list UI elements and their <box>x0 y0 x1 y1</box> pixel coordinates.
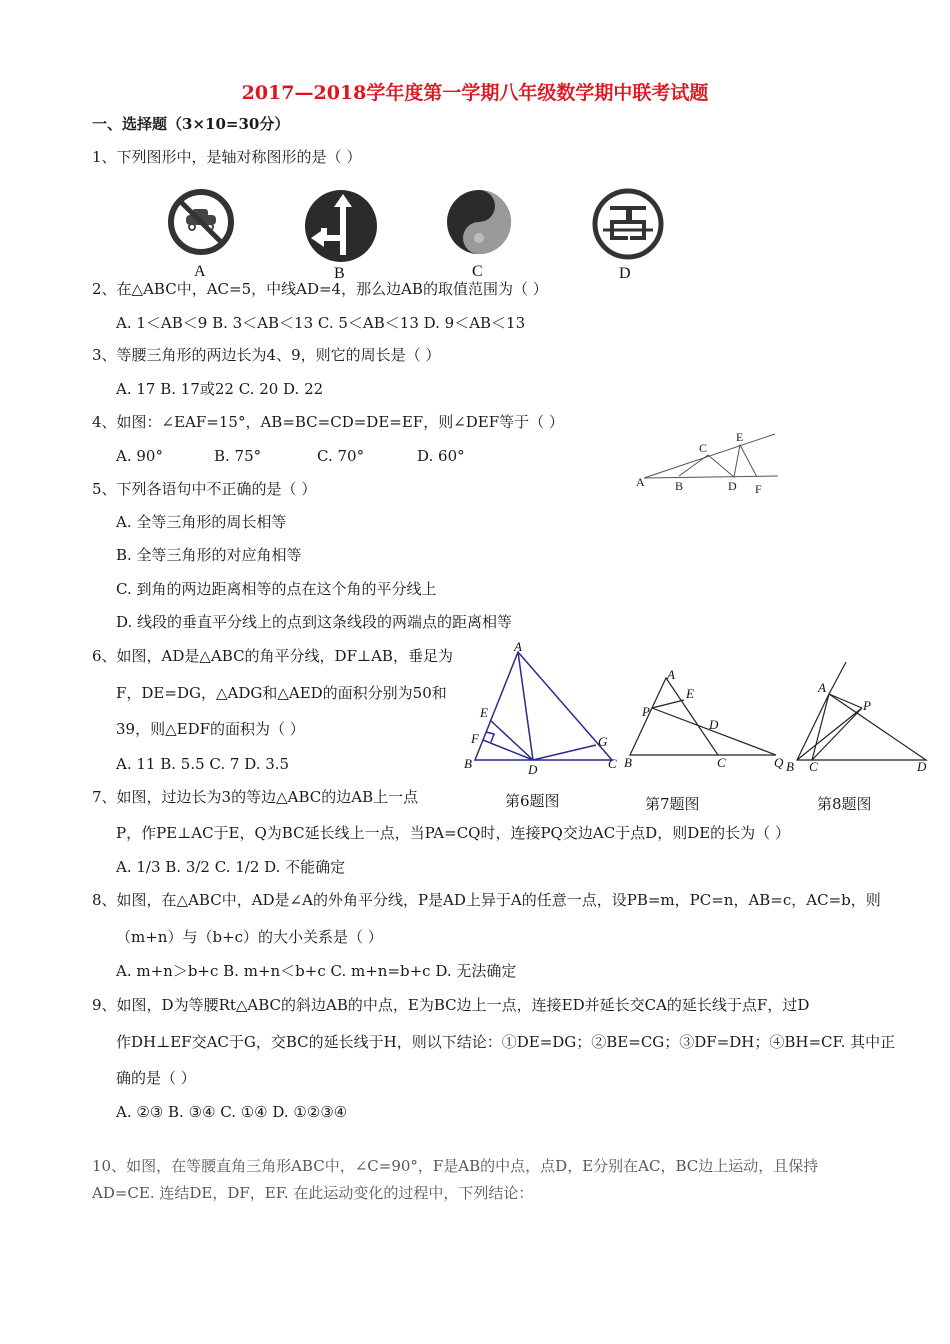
fig8-pt-d: D <box>917 759 927 774</box>
q1-label-c: C <box>472 263 483 280</box>
q4-pt-c: C <box>699 441 708 455</box>
q1-label-d: D <box>619 265 631 282</box>
fig7-pt-a: A <box>667 667 675 682</box>
fig8-pt-c: C <box>809 759 818 774</box>
q4-option-b: B. 75° <box>214 447 262 465</box>
fig7-pt-e: E <box>686 686 694 701</box>
q5-stem: 5、下列各语句中不正确的是（ ） <box>92 480 317 498</box>
fig7-pt-q: Q <box>774 755 784 770</box>
q7-line1: 7、如图，过边长为3的等边△ABC的边AB上一点 <box>92 788 419 806</box>
q3-options: A. 17 B. 17或22 C. 20 D. 22 <box>116 380 324 398</box>
q4-stem: 4、如图：∠EAF=15°，AB=BC=CD=DE=EF，则∠DEF等于（ ） <box>92 413 564 431</box>
q10-line1: 10、如图，在等腰直角三角形ABC中，∠C=90°，F是AB的中点，点D，E分别在AC，BC边上运动，且保持 <box>92 1157 819 1175</box>
q9-options: A. ②③ B. ③④ C. ①④ D. ①②③④ <box>116 1103 348 1121</box>
fig8-pt-b: B <box>786 759 794 774</box>
q6-line1: 6、如图，AD是△ABC的角平分线，DF⊥AB，垂足为 <box>92 647 453 665</box>
q1-label-a: A <box>194 263 206 280</box>
q9-line1: 9、如图，D为等腰Rt△ABC的斜边AB的中点，E为BC边上一点，连接ED并延长交CA的延长线于点F，过D <box>92 996 810 1014</box>
fig7-caption: 第7题图 <box>645 795 700 813</box>
fig8-pt-p: P <box>863 698 871 713</box>
q6-line3: 39，则△EDF的面积为（ ） <box>116 720 305 738</box>
q6-options: A. 11 B. 5.5 C. 7 D. 3.5 <box>116 755 290 773</box>
section-heading: 一、选择题（3×10=30分） <box>92 115 290 133</box>
q5-option-b: B. 全等三角形的对应角相等 <box>116 546 302 564</box>
q5-option-c: C. 到角的两边距离相等的点在这个角的平分线上 <box>116 580 437 598</box>
fig8-pt-a: A <box>818 680 826 695</box>
fig6-pt-d: D <box>528 762 538 777</box>
q4-pt-b: B <box>675 479 684 493</box>
fig6-pt-g: G <box>598 734 608 749</box>
fig6-caption: 第6题图 <box>505 792 560 810</box>
q1-label-b: B <box>334 265 345 282</box>
fig6-pt-e: E <box>480 705 488 720</box>
q4-pt-d: D <box>728 479 737 493</box>
q1-stem: 1、下列图形中，是轴对称图形的是（ ） <box>92 148 362 166</box>
q2-options: A. 1＜AB＜9 B. 3＜AB＜13 C. 5＜AB＜13 D. 9＜AB＜13 <box>116 314 526 332</box>
fig6-pt-c: C <box>608 756 617 771</box>
fig7-pt-b: B <box>624 755 632 770</box>
q9-line3: 确的是（ ） <box>116 1069 196 1087</box>
q7-options: A. 1/3 B. 3/2 C. 1/2 D. 不能确定 <box>116 858 346 876</box>
q10-line2: AD=CE. 连结DE，DF，EF. 在此运动变化的过程中，下列结论： <box>92 1184 534 1202</box>
fig6-pt-a: A <box>514 639 522 654</box>
q7-line2: P，作PE⊥AC于E，Q为BC延长线上一点，当PA=CQ时，连接PQ交边AC于点D，则DE的长为（ ） <box>116 824 790 842</box>
q8-line2: （m+n）与（b+c）的大小关系是（ ） <box>116 928 383 946</box>
fig8-caption: 第8题图 <box>817 795 872 813</box>
fig7-pt-d: D <box>709 717 719 732</box>
q4-pt-f: F <box>755 482 762 496</box>
q2-stem: 2、在△ABC中，AC=5，中线AD=4，那么边AB的取值范围为（ ） <box>92 280 548 298</box>
q9-line2: 作DH⊥EF交AC于G，交BC的延长线于H，则以下结论：①DE=DG；②BE=CG；③DF=DH；④BH=CF. 其中正 <box>116 1033 896 1051</box>
q6-line2: F，DE=DG，△ADG和△AED的面积分别为50和 <box>116 684 447 702</box>
fig6-pt-f: F <box>471 731 479 746</box>
q3-stem: 3、等腰三角形的两边长为4、9，则它的周长是（ ） <box>92 346 441 364</box>
q8-options: A. m+n＞b+c B. m+n＜b+c C. m+n=b+c D. 无法确定 <box>116 962 517 980</box>
q5-option-a: A. 全等三角形的周长相等 <box>116 513 287 531</box>
q4-pt-e: E <box>736 430 744 444</box>
fig7-pt-p: P <box>642 704 650 719</box>
q4-option-c: C. 70° <box>317 447 365 465</box>
fig6-pt-b: B <box>464 756 472 771</box>
fig7-pt-c: C <box>717 755 726 770</box>
q5-option-d: D. 线段的垂直平分线上的点到这条线段的两端点的距离相等 <box>116 613 513 631</box>
page-title: 2017—2018学年度第一学期八年级数学期中联考试题 <box>241 82 709 104</box>
q4-option-d: D. 60° <box>417 447 465 465</box>
q4-option-a: A. 90° <box>116 447 163 465</box>
q8-line1: 8、如图，在△ABC中，AD是∠A的外角平分线，P是AD上异于A的任意一点，设PB=m，PC=n，AB=c，AC=b，则 <box>92 891 881 909</box>
q4-pt-a: A <box>636 475 645 489</box>
